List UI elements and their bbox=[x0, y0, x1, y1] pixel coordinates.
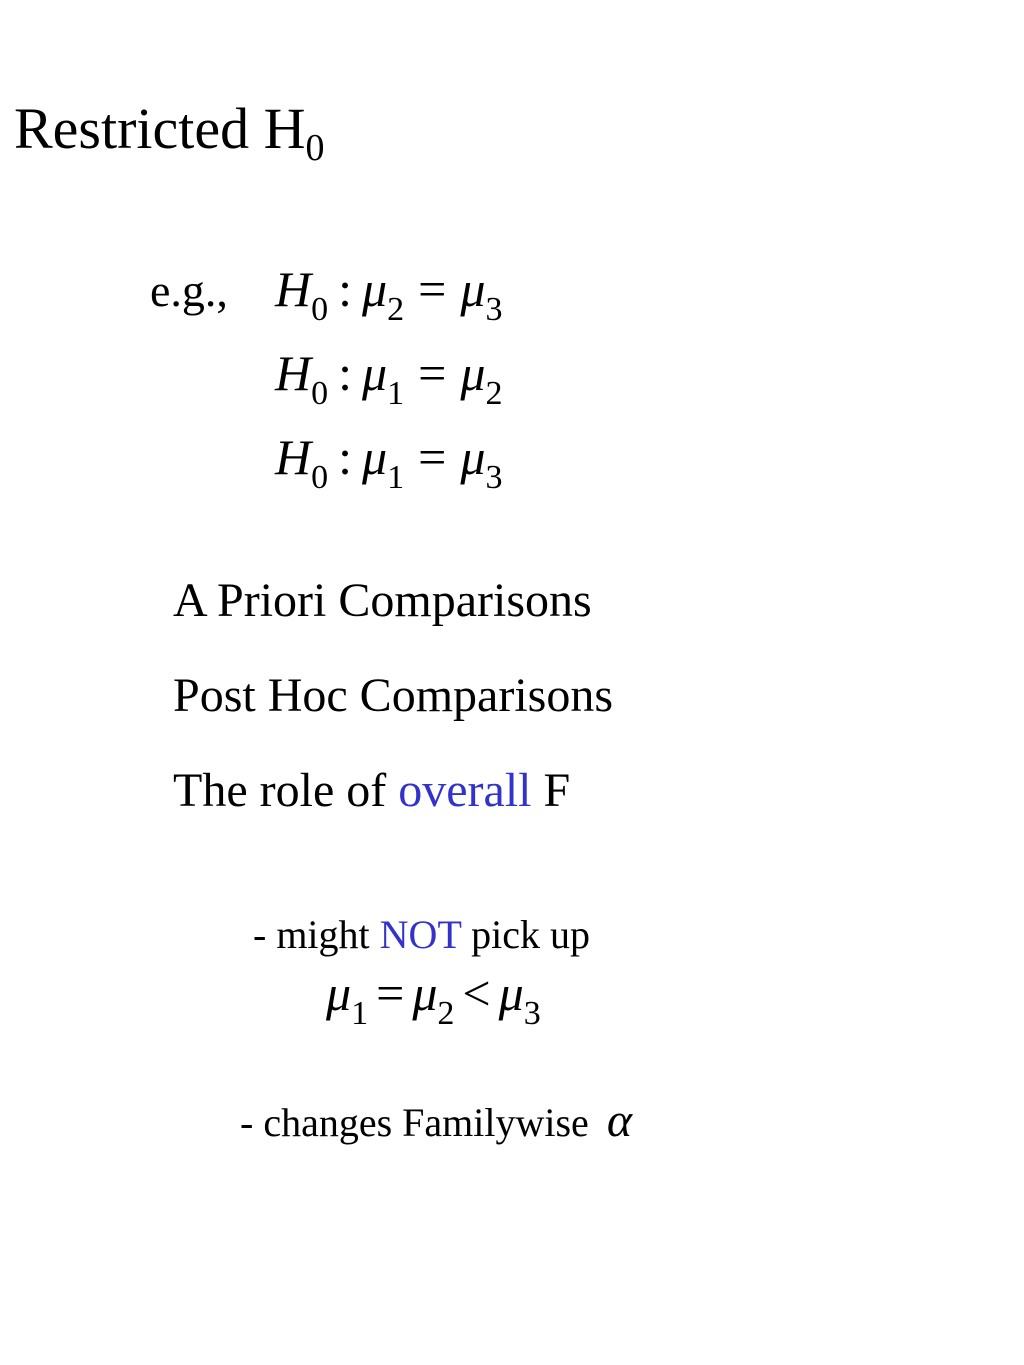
mu-subscript: 1 bbox=[351, 995, 369, 1032]
mu-symbol: μ bbox=[498, 965, 524, 1021]
not-highlight: NOT bbox=[379, 912, 462, 957]
title-text: Restricted H bbox=[14, 96, 306, 161]
h-subscript: 0 bbox=[311, 459, 329, 496]
title-subscript: 0 bbox=[305, 127, 325, 169]
page-title bbox=[14, 96, 325, 169]
h-symbol: H bbox=[275, 261, 312, 317]
mu-subscript: 1 bbox=[387, 375, 405, 412]
mu-subscript: 3 bbox=[485, 291, 503, 328]
might-not-bullet bbox=[253, 912, 591, 957]
mu-subscript: 2 bbox=[437, 995, 455, 1032]
a-priori-item: A Priori Comparisons bbox=[173, 574, 592, 627]
equals-sign: = bbox=[376, 965, 405, 1021]
mu-symbol: μ bbox=[412, 965, 438, 1021]
post-hoc-item: Post Hoc Comparisons bbox=[173, 669, 614, 722]
less-than-sign: < bbox=[462, 965, 491, 1021]
mu-subscript: 1 bbox=[387, 459, 405, 496]
mu-subscript: 2 bbox=[387, 291, 405, 328]
equals-sign: = bbox=[418, 345, 447, 401]
colon: : bbox=[338, 261, 353, 317]
overall-f-item bbox=[173, 764, 571, 817]
h-subscript: 0 bbox=[311, 291, 329, 328]
mu-symbol: μ bbox=[460, 261, 486, 317]
hypothesis-equation bbox=[275, 261, 503, 328]
colon: : bbox=[338, 345, 353, 401]
familywise-text: - changes Familywise bbox=[240, 1100, 589, 1145]
hypothesis-equation bbox=[275, 429, 503, 496]
h-subscript: 0 bbox=[311, 375, 329, 412]
equals-sign: = bbox=[418, 261, 447, 317]
mu-symbol: μ bbox=[460, 345, 486, 401]
mu-symbol: μ bbox=[362, 345, 388, 401]
mean-inequality bbox=[326, 965, 541, 1032]
example-label: e.g., bbox=[150, 265, 228, 316]
mu-symbol: μ bbox=[326, 965, 352, 1021]
mu-subscript: 3 bbox=[485, 459, 503, 496]
role-suffix: F bbox=[531, 764, 571, 817]
mu-symbol: μ bbox=[362, 261, 388, 317]
equals-sign: = bbox=[418, 429, 447, 485]
h-symbol: H bbox=[275, 345, 312, 401]
h-symbol: H bbox=[275, 429, 312, 485]
might-prefix: - might bbox=[253, 912, 380, 957]
mu-symbol: μ bbox=[460, 429, 486, 485]
familywise-bullet bbox=[240, 1094, 633, 1147]
mu-subscript: 2 bbox=[485, 375, 503, 412]
mu-symbol: μ bbox=[362, 429, 388, 485]
overall-highlight: overall bbox=[398, 764, 532, 817]
colon: : bbox=[338, 429, 353, 485]
might-suffix: pick up bbox=[461, 912, 591, 957]
hypothesis-equation bbox=[275, 345, 503, 412]
mu-subscript: 3 bbox=[523, 995, 541, 1032]
role-prefix: The role of bbox=[173, 764, 399, 817]
alpha-symbol: α bbox=[606, 1094, 633, 1147]
